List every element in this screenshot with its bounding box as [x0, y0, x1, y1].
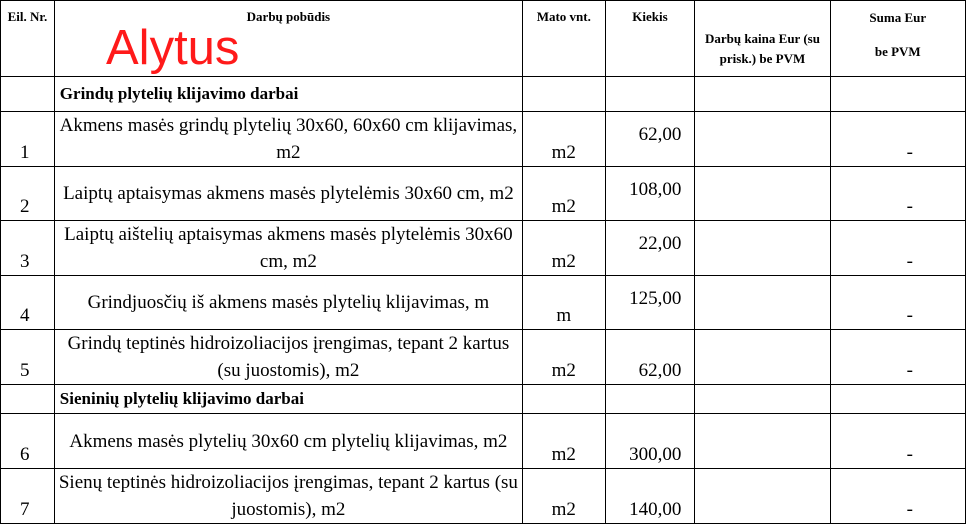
table-row	[1, 330, 966, 385]
table-row	[1, 221, 966, 276]
row-quantity: 108,00	[605, 167, 695, 221]
row-sum: -	[830, 414, 965, 469]
row-unit: m2	[522, 469, 605, 524]
header-type: Darbų pobūdis	[54, 1, 522, 77]
header-nr: Eil. Nr.	[1, 1, 55, 77]
row-quantity: 140,00	[605, 469, 695, 524]
row-description: Akmens masės grindų plytelių 30x60, 60x60 cm klijavimas, m2	[54, 112, 522, 167]
header-sum	[830, 1, 965, 77]
row-description: Sienų teptinės hidroizoliacijos įrengimas, tepant 2 kartus (su juostomis), m2	[54, 469, 522, 524]
row-sum: -	[830, 112, 965, 167]
row-number: 7	[1, 469, 55, 524]
header-sum-line2: be PVM	[874, 44, 921, 59]
row-quantity: 125,00	[605, 276, 695, 330]
section-title: Sieninių plytelių klijavimo darbai	[54, 385, 522, 414]
section-row	[1, 77, 966, 112]
row-quantity: 300,00	[605, 414, 695, 469]
row-number: 4	[1, 276, 55, 330]
header-qty: Kiekis	[605, 1, 695, 77]
city-label: Alytus	[106, 21, 240, 75]
row-number: 3	[1, 221, 55, 276]
row-description: Akmens masės plytelių 30x60 cm plytelių klijavimas, m2	[54, 414, 522, 469]
table-row	[1, 469, 966, 524]
header-price: Darbų kaina Eur (su prisk.) be PVM	[695, 1, 830, 77]
row-description: Grindjuosčių iš akmens masės plytelių klijavimas, m	[54, 276, 522, 330]
row-number: 5	[1, 330, 55, 385]
row-price	[695, 414, 830, 469]
row-unit: m2	[522, 112, 605, 167]
row-quantity: 62,00	[605, 112, 695, 167]
table-row	[1, 276, 966, 330]
row-description: Laiptų aištelių aptaisymas akmens masės plytelėmis 30x60 cm, m2	[54, 221, 522, 276]
row-price	[695, 112, 830, 167]
table-row	[1, 112, 966, 167]
table-row	[1, 167, 966, 221]
row-unit: m	[522, 276, 605, 330]
row-description: Grindų teptinės hidroizoliacijos įrengimas, tepant 2 kartus (su juostomis), m2	[54, 330, 522, 385]
row-number: 6	[1, 414, 55, 469]
row-description: Laiptų aptaisymas akmens masės plytelėmis 30x60 cm, m2	[54, 167, 522, 221]
row-quantity: 22,00	[605, 221, 695, 276]
header-unit: Mato vnt.	[522, 1, 605, 77]
row-price	[695, 330, 830, 385]
row-price	[695, 469, 830, 524]
row-unit: m2	[522, 330, 605, 385]
row-unit: m2	[522, 414, 605, 469]
row-sum: -	[830, 469, 965, 524]
row-price	[695, 221, 830, 276]
row-unit: m2	[522, 167, 605, 221]
row-quantity: 62,00	[605, 330, 695, 385]
row-price	[695, 276, 830, 330]
row-number: 2	[1, 167, 55, 221]
section-title: Grindų plytelių klijavimo darbai	[54, 77, 522, 112]
row-number: 1	[1, 112, 55, 167]
row-sum: -	[830, 221, 965, 276]
section-row	[1, 385, 966, 414]
row-sum: -	[830, 167, 965, 221]
row-unit: m2	[522, 221, 605, 276]
row-price	[695, 167, 830, 221]
row-sum: -	[830, 330, 965, 385]
row-sum: -	[830, 276, 965, 330]
header-sum-line1: Suma Eur	[869, 10, 927, 25]
table-row	[1, 414, 966, 469]
